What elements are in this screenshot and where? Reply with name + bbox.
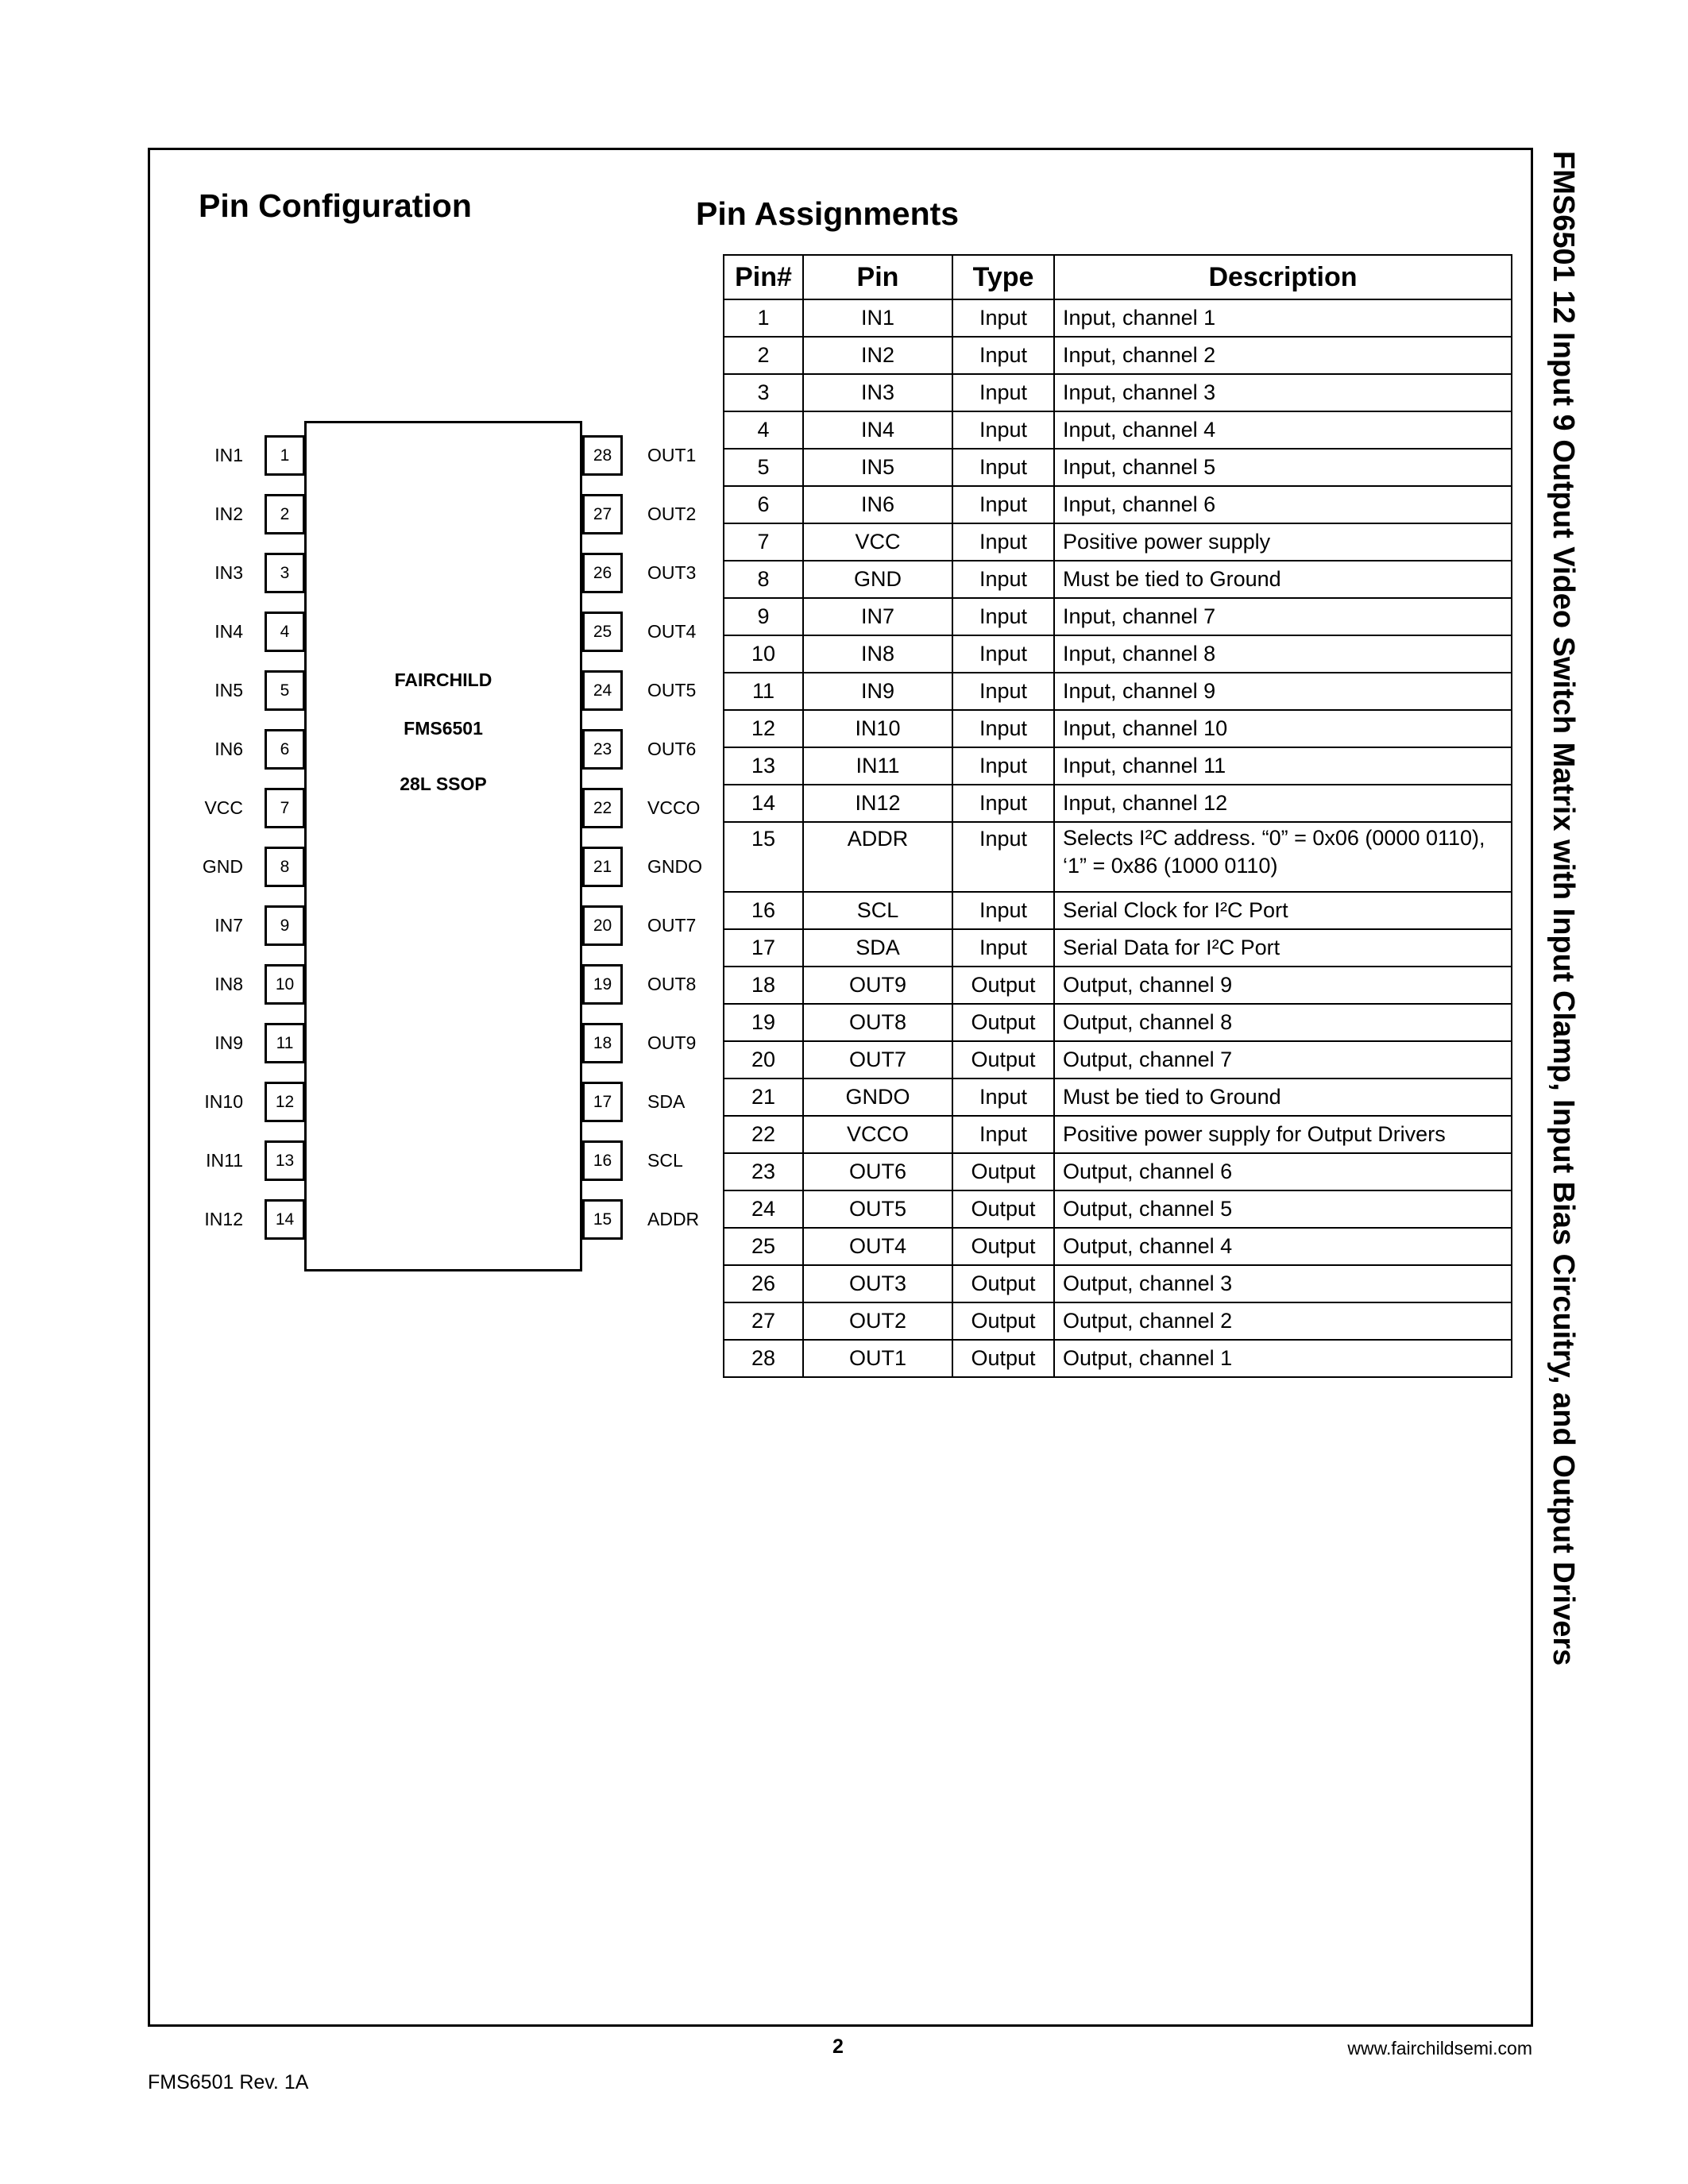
- table-row: [724, 635, 1512, 673]
- pin-number-box: 1: [265, 435, 305, 476]
- pin-number-box: 6: [265, 729, 305, 770]
- pin-name-label: IN5: [214, 680, 243, 700]
- pin-name-label: IN9: [214, 1032, 243, 1053]
- table-row: [724, 1340, 1512, 1377]
- pin-number-box: 7: [265, 788, 305, 828]
- cell-pin-number: 22: [724, 1116, 803, 1153]
- cell-description: Input, channel 12: [1054, 785, 1512, 822]
- cell-pin-type: Output: [952, 967, 1054, 1004]
- pin-number-box: 16: [582, 1140, 623, 1181]
- cell-pin-type: Input: [952, 449, 1054, 486]
- cell-pin-number: 16: [724, 892, 803, 929]
- cell-pin-number: 13: [724, 747, 803, 785]
- table-row: [724, 1041, 1512, 1078]
- cell-pin-number: 6: [724, 486, 803, 523]
- chip-part-number: FMS6501: [404, 718, 483, 739]
- cell-pin-number: 14: [724, 785, 803, 822]
- cell-pin-type: Input: [952, 929, 1054, 967]
- cell-pin-name: IN3: [803, 374, 952, 411]
- pin-name-label: IN7: [214, 915, 243, 936]
- cell-pin-number: 19: [724, 1004, 803, 1041]
- table-row: [724, 1153, 1512, 1190]
- cell-pin-type: Output: [952, 1041, 1054, 1078]
- cell-pin-type: Input: [952, 710, 1054, 747]
- pin-number-box: 28: [582, 435, 623, 476]
- pin-number-box: 21: [582, 847, 623, 887]
- table-row: [724, 1228, 1512, 1265]
- cell-description: Output, channel 7: [1054, 1041, 1512, 1078]
- cell-pin-name: IN5: [803, 449, 952, 486]
- pin-number-box: 8: [265, 847, 305, 887]
- cell-pin-number: 25: [724, 1228, 803, 1265]
- table-row: [724, 822, 1512, 892]
- cell-pin-type: Input: [952, 635, 1054, 673]
- ic-package: [304, 421, 582, 1271]
- cell-description: Input, channel 6: [1054, 486, 1512, 523]
- pin-number-box: 11: [265, 1023, 305, 1063]
- pin-name-label: ADDR: [647, 1209, 700, 1229]
- pin-name-label: IN1: [214, 445, 243, 465]
- pin-name-label: OUT6: [647, 739, 697, 759]
- cell-pin-number: 2: [724, 337, 803, 374]
- cell-pin-name: IN1: [803, 299, 952, 337]
- cell-pin-type: Output: [952, 1153, 1054, 1190]
- cell-pin-name: OUT9: [803, 967, 952, 1004]
- pin-number-box: 17: [582, 1082, 623, 1122]
- cell-pin-number: 11: [724, 673, 803, 710]
- cell-pin-type: Input: [952, 892, 1054, 929]
- pin-number-box: 12: [265, 1082, 305, 1122]
- cell-pin-number: 12: [724, 710, 803, 747]
- pin-name-label: IN2: [214, 504, 243, 524]
- cell-description: Serial Data for I²C Port: [1054, 929, 1512, 967]
- table-row: [724, 710, 1512, 747]
- pin-number-box: 4: [265, 612, 305, 652]
- pin-name-label: IN4: [214, 621, 243, 642]
- footer-revision: FMS6501 Rev. 1A: [148, 2071, 309, 2093]
- pin-name-label: GNDO: [647, 856, 702, 877]
- cell-description: Output, channel 1: [1054, 1340, 1512, 1377]
- pin-number-box: 15: [582, 1199, 623, 1240]
- cell-description: Serial Clock for I²C Port: [1054, 892, 1512, 929]
- pin-number-box: 18: [582, 1023, 623, 1063]
- table-row: [724, 673, 1512, 710]
- cell-pin-number: 23: [724, 1153, 803, 1190]
- cell-pin-number: 10: [724, 635, 803, 673]
- cell-pin-name: IN6: [803, 486, 952, 523]
- table-row: [724, 1302, 1512, 1340]
- cell-pin-name: IN12: [803, 785, 952, 822]
- cell-pin-number: 8: [724, 561, 803, 598]
- cell-pin-type: Output: [952, 1340, 1054, 1377]
- side-title: [1545, 151, 1585, 1827]
- pin-assignments-heading: Pin Assignments: [696, 195, 960, 232]
- cell-pin-type: Output: [952, 1228, 1054, 1265]
- table-row: [724, 598, 1512, 635]
- cell-pin-name: OUT6: [803, 1153, 952, 1190]
- cell-pin-type: Output: [952, 1302, 1054, 1340]
- cell-pin-type: Output: [952, 1190, 1054, 1228]
- cell-pin-type: Input: [952, 598, 1054, 635]
- cell-pin-number: 26: [724, 1265, 803, 1302]
- column-header: Type: [952, 255, 1054, 299]
- pin-number-box: 23: [582, 729, 623, 770]
- cell-pin-number: 9: [724, 598, 803, 635]
- cell-pin-number: 7: [724, 523, 803, 561]
- column-header: Description: [1054, 255, 1512, 299]
- cell-description: Input, channel 5: [1054, 449, 1512, 486]
- pin-name-label: IN11: [206, 1150, 243, 1171]
- pin-number-box: 25: [582, 612, 623, 652]
- cell-pin-number: 18: [724, 967, 803, 1004]
- cell-pin-type: Output: [952, 1265, 1054, 1302]
- pin-number-box: 24: [582, 670, 623, 711]
- table-row: [724, 523, 1512, 561]
- cell-pin-number: 17: [724, 929, 803, 967]
- table-row: [724, 299, 1512, 337]
- table-row: [724, 561, 1512, 598]
- cell-pin-name: OUT7: [803, 1041, 952, 1078]
- cell-description: Input, channel 9: [1054, 673, 1512, 710]
- cell-pin-name: GND: [803, 561, 952, 598]
- cell-pin-name: OUT8: [803, 1004, 952, 1041]
- table-row: [724, 967, 1512, 1004]
- cell-description: Positive power supply: [1054, 523, 1512, 561]
- cell-pin-number: 28: [724, 1340, 803, 1377]
- cell-pin-number: 24: [724, 1190, 803, 1228]
- pin-name-label: SDA: [647, 1091, 686, 1112]
- pin-number-box: 20: [582, 905, 623, 946]
- pin-name-label: IN12: [204, 1209, 243, 1229]
- footer-website: www.fairchildsemi.com: [1347, 2038, 1532, 2059]
- table-row: [724, 411, 1512, 449]
- table-row: [724, 929, 1512, 967]
- table-row: [724, 747, 1512, 785]
- pin-number-box: 14: [265, 1199, 305, 1240]
- pin-name-label: VCCO: [647, 797, 701, 818]
- pin-number-box: 10: [265, 964, 305, 1005]
- table-row: [724, 1078, 1512, 1116]
- pin-number-box: 3: [265, 553, 305, 593]
- cell-pin-type: Input: [952, 411, 1054, 449]
- cell-pin-name: VCC: [803, 523, 952, 561]
- page-number: 2: [832, 2035, 844, 2058]
- cell-description: Input, channel 8: [1054, 635, 1512, 673]
- cell-pin-type: Input: [952, 747, 1054, 785]
- cell-pin-number: 15: [724, 822, 803, 892]
- cell-pin-number: 4: [724, 411, 803, 449]
- cell-pin-name: OUT4: [803, 1228, 952, 1265]
- pin-name-label: OUT8: [647, 974, 697, 994]
- cell-pin-type: Input: [952, 523, 1054, 561]
- cell-pin-number: 20: [724, 1041, 803, 1078]
- cell-pin-name: ADDR: [803, 822, 952, 892]
- cell-pin-type: Input: [952, 374, 1054, 411]
- table-row: [724, 1265, 1512, 1302]
- pin-name-label: SCL: [647, 1150, 683, 1171]
- cell-description: Output, channel 5: [1054, 1190, 1512, 1228]
- cell-description: Input, channel 7: [1054, 598, 1512, 635]
- pin-name-label: IN6: [214, 739, 243, 759]
- pin-configuration-heading: Pin Configuration: [199, 187, 472, 224]
- pin-number-box: 9: [265, 905, 305, 946]
- cell-description: Output, channel 3: [1054, 1265, 1512, 1302]
- cell-pin-name: IN8: [803, 635, 952, 673]
- cell-description: Input, channel 4: [1054, 411, 1512, 449]
- pin-number-box: 26: [582, 553, 623, 593]
- cell-description: Output, channel 6: [1054, 1153, 1512, 1190]
- cell-description: Output, channel 4: [1054, 1228, 1512, 1265]
- cell-description: Positive power supply for Output Drivers: [1054, 1116, 1512, 1153]
- pin-name-label: OUT3: [647, 562, 697, 583]
- pin-name-label: IN3: [214, 562, 243, 583]
- cell-description: Input, channel 2: [1054, 337, 1512, 374]
- cell-description: Input, channel 1: [1054, 299, 1512, 337]
- table-row: [724, 1116, 1512, 1153]
- cell-pin-name: OUT5: [803, 1190, 952, 1228]
- cell-pin-name: IN9: [803, 673, 952, 710]
- table-row: [724, 374, 1512, 411]
- cell-pin-name: OUT1: [803, 1340, 952, 1377]
- cell-description: Output, channel 8: [1054, 1004, 1512, 1041]
- cell-pin-number: 1: [724, 299, 803, 337]
- pin-name-label: OUT2: [647, 504, 697, 524]
- cell-pin-number: 3: [724, 374, 803, 411]
- cell-pin-type: Input: [952, 1078, 1054, 1116]
- cell-pin-type: Input: [952, 673, 1054, 710]
- pin-name-label: OUT1: [647, 445, 697, 465]
- table-row: [724, 892, 1512, 929]
- cell-description: Must be tied to Ground: [1054, 561, 1512, 598]
- cell-pin-name: VCCO: [803, 1116, 952, 1153]
- cell-pin-type: Input: [952, 337, 1054, 374]
- cell-description: Selects I²C address. “0” = 0x06 (0000 0110), ‘1” = 0x86 (1000 0110): [1054, 822, 1512, 892]
- pin-number-box: 22: [582, 788, 623, 828]
- table-header-row: [724, 255, 1512, 299]
- table-row: [724, 1004, 1512, 1041]
- side-title-text: FMS6501 12 Input 9 Output Video Switch Matrix with Input Clamp, Input Bias Circuitry, and Output Drivers: [1547, 151, 1580, 1666]
- cell-pin-type: Input: [952, 299, 1054, 337]
- cell-pin-type: Input: [952, 785, 1054, 822]
- cell-pin-type: Output: [952, 1004, 1054, 1041]
- cell-description: Must be tied to Ground: [1054, 1078, 1512, 1116]
- cell-pin-name: OUT3: [803, 1265, 952, 1302]
- cell-pin-type: Input: [952, 486, 1054, 523]
- cell-pin-name: SCL: [803, 892, 952, 929]
- cell-pin-number: 5: [724, 449, 803, 486]
- cell-pin-type: Input: [952, 1116, 1054, 1153]
- table-row: [724, 486, 1512, 523]
- chip-package: 28L SSOP: [400, 774, 487, 794]
- cell-description: Output, channel 9: [1054, 967, 1512, 1004]
- pin-number-box: 2: [265, 494, 305, 534]
- cell-pin-name: IN10: [803, 710, 952, 747]
- pin-number-box: 5: [265, 670, 305, 711]
- pin-name-label: OUT4: [647, 621, 697, 642]
- column-header: Pin: [803, 255, 952, 299]
- pin-name-label: GND: [202, 856, 243, 877]
- pin-name-label: OUT9: [647, 1032, 697, 1053]
- cell-pin-number: 27: [724, 1302, 803, 1340]
- pin-number-box: 19: [582, 964, 623, 1005]
- cell-pin-name: SDA: [803, 929, 952, 967]
- pin-name-label: IN8: [214, 974, 243, 994]
- table-row: [724, 449, 1512, 486]
- pin-number-box: 27: [582, 494, 623, 534]
- cell-pin-name: IN7: [803, 598, 952, 635]
- cell-description: Output, channel 2: [1054, 1302, 1512, 1340]
- pin-name-label: OUT5: [647, 680, 697, 700]
- pin-name-label: OUT7: [647, 915, 697, 936]
- table-row: [724, 337, 1512, 374]
- chip-manufacturer: FAIRCHILD: [394, 669, 492, 690]
- cell-pin-number: 21: [724, 1078, 803, 1116]
- cell-pin-name: IN11: [803, 747, 952, 785]
- column-header: Pin#: [724, 255, 803, 299]
- pin-number-box: 13: [265, 1140, 305, 1181]
- table-row: [724, 1190, 1512, 1228]
- cell-pin-type: Input: [952, 822, 1054, 892]
- pin-name-label: VCC: [204, 797, 243, 818]
- pin-assignments-table: [723, 254, 1512, 1378]
- cell-pin-name: IN4: [803, 411, 952, 449]
- cell-pin-type: Input: [952, 561, 1054, 598]
- cell-pin-name: OUT2: [803, 1302, 952, 1340]
- table-row: [724, 785, 1512, 822]
- cell-description: Input, channel 3: [1054, 374, 1512, 411]
- cell-description: Input, channel 10: [1054, 710, 1512, 747]
- cell-pin-name: GNDO: [803, 1078, 952, 1116]
- pin-name-label: IN10: [204, 1091, 243, 1112]
- cell-description: Input, channel 11: [1054, 747, 1512, 785]
- cell-pin-name: IN2: [803, 337, 952, 374]
